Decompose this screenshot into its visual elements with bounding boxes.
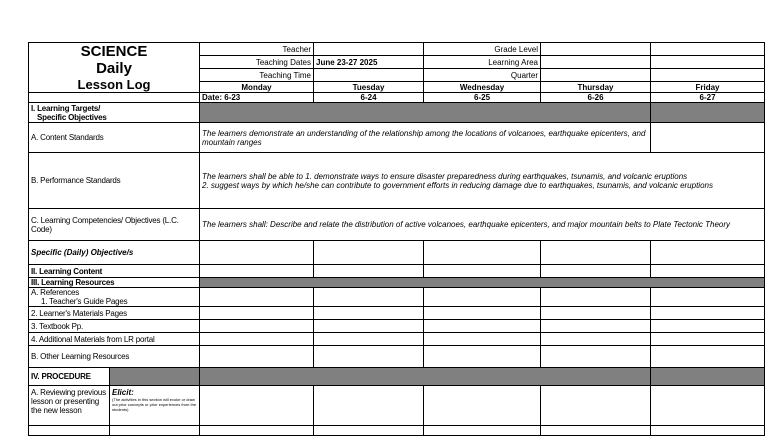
review-lesson-label: A. Reviewing previous lesson or presenting the new lesson xyxy=(29,386,110,426)
next-row-col2 xyxy=(110,426,200,436)
teaching-time-value[interactable] xyxy=(314,69,424,82)
specific-friday[interactable] xyxy=(651,241,765,265)
performance-text-1: The learners shall be able to 1. demonstrate ways to ensure disaster preparedness during earthquakes, tsunamis, and volcanic eruptions xyxy=(202,171,688,181)
review-friday[interactable] xyxy=(651,386,765,426)
date-row-spacer xyxy=(29,93,200,103)
quarter-label: Quarter xyxy=(424,69,541,82)
learning-resources-label: III. Learning Resources xyxy=(29,278,200,288)
gray-band-procedure xyxy=(200,368,651,386)
ref3-thursday[interactable] xyxy=(541,320,651,333)
other-monday[interactable] xyxy=(200,346,314,368)
ref1-tuesday[interactable] xyxy=(314,288,424,307)
performance-standards-text[interactable] xyxy=(200,153,765,209)
competencies-label: C. Learning Competencies/ Objectives (L.C. Code) xyxy=(29,209,200,241)
ref4-wednesday[interactable] xyxy=(424,333,541,346)
title-science: SCIENCE xyxy=(80,43,148,60)
procedure-label: IV. PROCEDURE xyxy=(29,368,110,386)
header-empty-3 xyxy=(651,69,765,82)
date-friday: 6-27 xyxy=(651,93,765,103)
day-tuesday: Tuesday xyxy=(314,82,424,93)
gray-band-resources xyxy=(200,278,765,288)
title-lesson-log: Lesson Log xyxy=(77,77,151,92)
header-empty-1 xyxy=(651,43,765,56)
learning-content-label: II. Learning Content xyxy=(29,265,200,278)
specific-thursday[interactable] xyxy=(541,241,651,265)
teacher-value[interactable] xyxy=(314,43,424,56)
review-wednesday[interactable] xyxy=(424,386,541,426)
specific-tuesday[interactable] xyxy=(314,241,424,265)
other-wednesday[interactable] xyxy=(424,346,541,368)
review-tuesday[interactable] xyxy=(314,386,424,426)
title-daily: Daily xyxy=(96,60,132,77)
review-thursday[interactable] xyxy=(541,386,651,426)
date-thursday: 6-26 xyxy=(541,93,651,103)
ref4-thursday[interactable] xyxy=(541,333,651,346)
ref1-wednesday[interactable] xyxy=(424,288,541,307)
date-wednesday: 6-25 xyxy=(424,93,541,103)
elicit-title: Elicit: xyxy=(112,388,134,397)
ref2-thursday[interactable] xyxy=(541,307,651,320)
elicit-cell xyxy=(110,386,200,426)
day-thursday: Thursday xyxy=(541,82,651,93)
specific-monday[interactable] xyxy=(200,241,314,265)
ref4-monday[interactable] xyxy=(200,333,314,346)
performance-standards-label: B. Performance Standards xyxy=(29,153,200,209)
lesson-log-sheet xyxy=(28,42,768,441)
specific-objectives-label: Specific (Daily) Objective/s xyxy=(29,241,200,265)
elicit-note: (The activities in this section will evoke or draw out prior concepts or prior experiences from the students) xyxy=(112,397,197,412)
learning-targets-title: I. Learning Targets/ xyxy=(31,103,101,113)
ref2-wednesday[interactable] xyxy=(424,307,541,320)
grade-level-label: Grade Level xyxy=(424,43,541,56)
teaching-dates-value[interactable]: June 23-27 2025 xyxy=(314,56,424,69)
content-monday[interactable] xyxy=(200,265,314,278)
ref-learners-materials: 2. Learner's Materials Pages xyxy=(29,307,200,320)
learning-area-value[interactable] xyxy=(541,56,651,69)
gray-band-procedure-friday xyxy=(651,368,765,386)
title-block xyxy=(29,43,200,93)
gray-band-objectives-friday xyxy=(651,103,765,123)
ref3-monday[interactable] xyxy=(200,320,314,333)
content-friday[interactable] xyxy=(651,265,765,278)
next-row-friday[interactable] xyxy=(651,426,765,436)
ref4-tuesday[interactable] xyxy=(314,333,424,346)
ref3-friday[interactable] xyxy=(651,320,765,333)
header-empty-2 xyxy=(651,56,765,69)
specific-wednesday[interactable] xyxy=(424,241,541,265)
quarter-value[interactable] xyxy=(541,69,651,82)
ref4-friday[interactable] xyxy=(651,333,765,346)
content-standards-text[interactable]: The learners demonstrate an understanding of the relationship among the locations of volcanoes, earthquake epicenters, and mountain ranges xyxy=(200,123,651,153)
next-row-wednesday[interactable] xyxy=(424,426,541,436)
references-block xyxy=(29,288,200,307)
next-row-col1 xyxy=(29,426,110,436)
other-thursday[interactable] xyxy=(541,346,651,368)
teacher-label: Teacher xyxy=(200,43,314,56)
content-thursday[interactable] xyxy=(541,265,651,278)
content-standards-label: A. Content Standards xyxy=(29,123,200,153)
ref2-tuesday[interactable] xyxy=(314,307,424,320)
day-monday: Monday xyxy=(200,82,314,93)
next-row-tuesday[interactable] xyxy=(314,426,424,436)
competencies-text[interactable]: The learners shall: Describe and relate the distribution of active volcanoes, earthquake epicenters, and major mountain belts to Plate Tectonic Theory xyxy=(200,209,765,241)
ref2-monday[interactable] xyxy=(200,307,314,320)
performance-text-2: 2. suggest ways by which he/she can contribute to government efforts in reducing damage due to earthquakes, tsunamis, and volcanic eruptions xyxy=(202,180,713,190)
ref-textbook: 3. Textbook Pp. xyxy=(29,320,200,333)
ref3-tuesday[interactable] xyxy=(314,320,424,333)
content-tuesday[interactable] xyxy=(314,265,424,278)
ref1-thursday[interactable] xyxy=(541,288,651,307)
content-standards-friday[interactable] xyxy=(651,123,765,153)
ref3-wednesday[interactable] xyxy=(424,320,541,333)
content-wednesday[interactable] xyxy=(424,265,541,278)
day-wednesday: Wednesday xyxy=(424,82,541,93)
references-label: A. References xyxy=(31,288,80,297)
gray-band-objectives xyxy=(200,103,651,123)
learning-area-label: Learning Area xyxy=(424,56,541,69)
learning-targets-subtitle: Specific Objectives xyxy=(37,112,107,122)
ref2-friday[interactable] xyxy=(651,307,765,320)
lesson-log-table xyxy=(28,42,765,436)
next-row-monday[interactable] xyxy=(200,426,314,436)
ref1-monday[interactable] xyxy=(200,288,314,307)
ref1-friday[interactable] xyxy=(651,288,765,307)
day-friday: Friday xyxy=(651,82,765,93)
date-tuesday: 6-24 xyxy=(314,93,424,103)
ref-teachers-guide: 1. Teacher's Guide Pages xyxy=(41,297,128,306)
ref-additional-materials: 4. Additional Materials from LR portal xyxy=(29,333,200,346)
other-tuesday[interactable] xyxy=(314,346,424,368)
next-row-thursday[interactable] xyxy=(541,426,651,436)
teaching-dates-label: Teaching Dates xyxy=(200,56,314,69)
other-resources-label: B. Other Learning Resources xyxy=(29,346,200,368)
review-monday[interactable] xyxy=(200,386,314,426)
other-friday[interactable] xyxy=(651,346,765,368)
date-monday: Date: 6-23 xyxy=(200,93,314,103)
grade-level-value[interactable] xyxy=(541,43,651,56)
teaching-time-label: Teaching Time xyxy=(200,69,314,82)
gray-band-procedure-col2 xyxy=(110,368,200,386)
learning-targets-heading xyxy=(29,103,200,123)
